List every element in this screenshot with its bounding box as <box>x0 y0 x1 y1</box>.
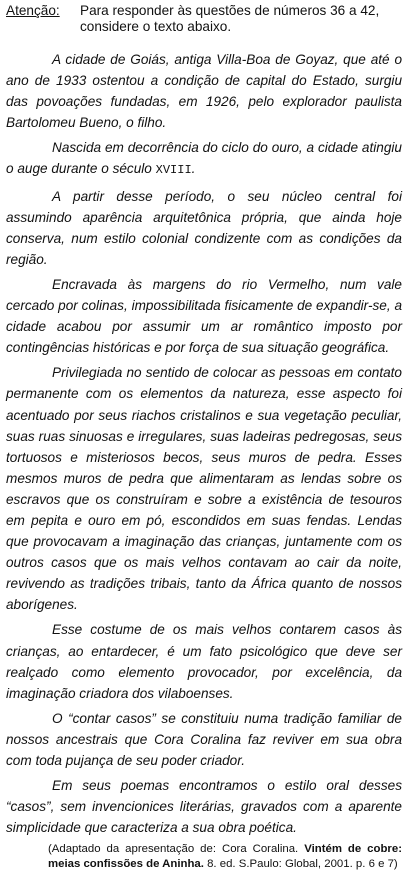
paragraph-text: A partir desse período, o seu núcleo central foi assumindo aparência arquitetônica própria, que ainda hoje conserva, num estilo colonial condizente com as condições da região. <box>6 188 402 267</box>
paragraph-1 <box>6 49 402 133</box>
text-body <box>6 49 402 838</box>
reference-suffix: 8. ed. S.Paulo: Global, 2001. p. 6 e 7) <box>203 857 398 870</box>
paragraph-2 <box>6 137 402 181</box>
source-reference <box>48 842 402 871</box>
reference-title: Vintém de cobre: meias confissões de Aninha. <box>48 843 402 870</box>
roman-numeral-century: XVIII <box>155 163 192 178</box>
paragraph-3 <box>6 186 402 270</box>
paragraph-7 <box>6 708 402 771</box>
paragraph-text: Encravada às margens do rio Vermelho, num vale cercado por colinas, impossibilitada fisicamente de expandir-se, a cidade acabou por assumir um ar romântico imposto por contingências históricas e por força de sua situação geográfica. <box>6 276 402 356</box>
paragraph-text: Nascida em decorrência do ciclo do ouro, a cidade atingiu o auge durante o século <box>6 140 402 177</box>
instruction-text: Para responder às questões de números 36 a 42, considere o texto abaixo. <box>80 3 380 34</box>
paragraph-6 <box>6 619 402 703</box>
attention-label: Atenção: <box>6 3 60 18</box>
paragraph-end: . <box>191 161 196 177</box>
paragraph-text: Privilegiada no sentido de colocar as pessoas em contato permanente com os elementos da natureza, esse aspecto foi acentuado por seus riachos cristalinos e sua vegetação peculiar, suas ruas sinuosas e irregulares, suas ladeiras pedregosas, seus tortuosos e misteriosos becos, seus muros de pedra. Esses mesmos muros de pedra que alimentaram as lendas sobre os escravos que os construíram e sobre a existência de tesouros em pepita e ouro em pó, escondidos em suas fendas. Lendas que provocavam a imaginação das crianças, juntamente com os outros casos que os mais velhos contavam ao cair da noite, revivendo as tradições tribais, tanto da África quanto de nossos aborígenes. <box>6 365 402 613</box>
paragraph-text: Em seus poemas encontramos o estilo oral desses “casos”, sem invencionices literárias, gravados com a aparente simplicidade que caracteriza a sua obra poética. <box>6 778 402 836</box>
paragraph-5 <box>6 362 402 615</box>
paragraph-text: Esse costume de os mais velhos contarem casos às crianças, ao entardecer, é um fato psicológico que deve ser realçado como elemento provocador, por excelência, da imaginação criadora dos vilaboenses. <box>6 622 402 701</box>
reference-prefix: (Adaptado da apresentação de: Cora Coralina. <box>48 843 305 856</box>
paragraph-8 <box>6 775 402 838</box>
paragraph-4 <box>6 274 402 358</box>
paragraph-text: A cidade de Goiás, antiga Villa-Boa de Goyaz, que até o ano de 1933 ostentou a condição de capital do Estado, surgiu das povoações fundadas, em 1926, pelo explorador paulista Bartolomeu Bueno, o filho. <box>6 52 402 131</box>
paragraph-text: O “contar casos” se constituiu numa tradição familiar de nossos ancestrais que Cora Coralina faz reviver em sua obra com toda pujança de seu poder criador. <box>6 710 402 768</box>
instruction-header <box>6 3 402 35</box>
